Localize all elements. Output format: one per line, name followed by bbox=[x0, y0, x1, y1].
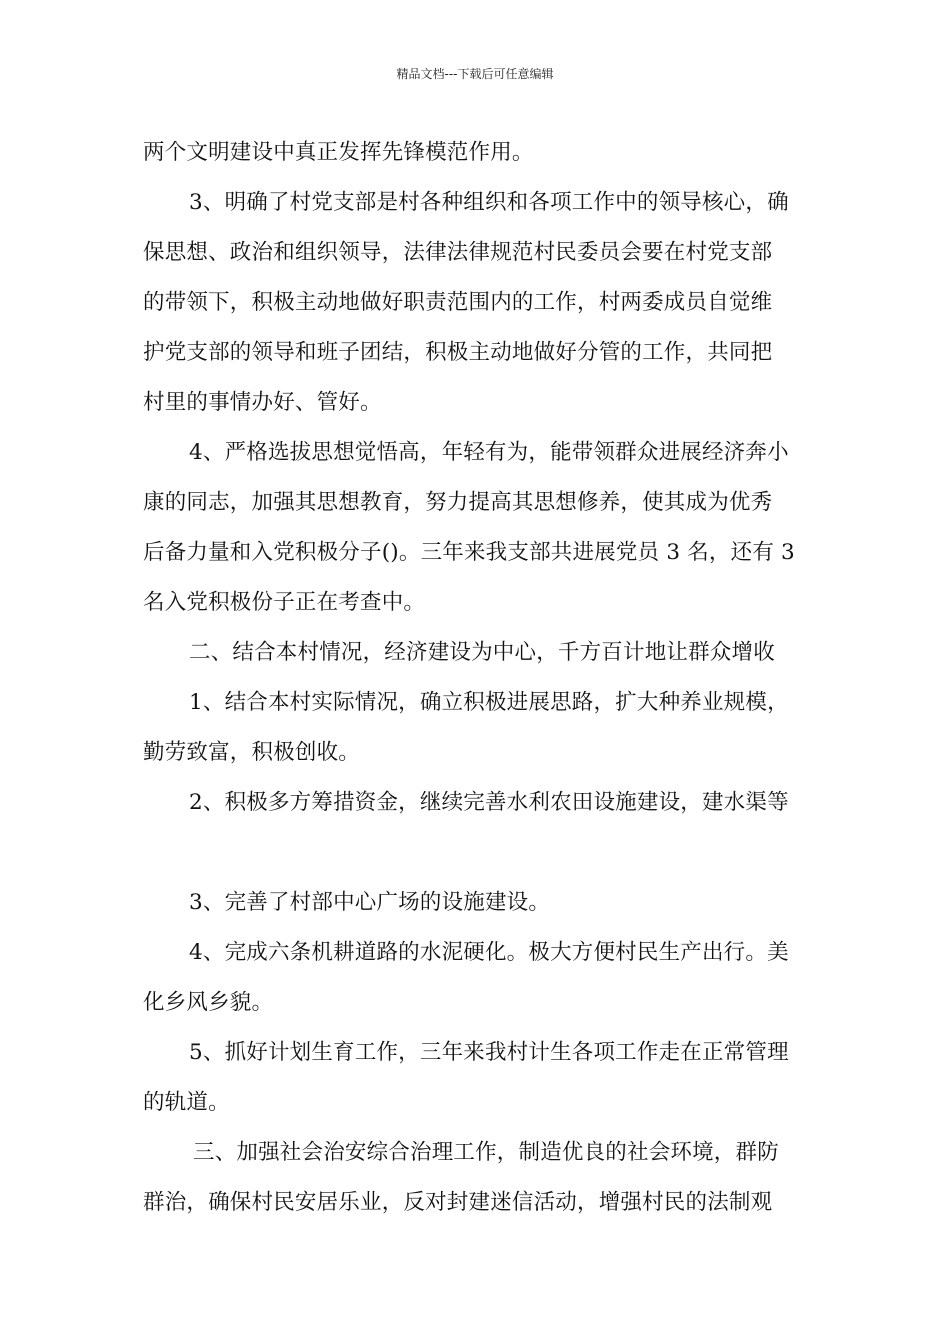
text-line: 康的同志，加强其思想教育，努力提高其思想修养，使其成为优秀 bbox=[143, 490, 773, 515]
text-line: 化乡风乡貌。 bbox=[143, 990, 274, 1015]
text-line: 4、严格选拔思想觉悟高，年轻有为，能带领群众进展经济奔小 bbox=[189, 440, 789, 465]
text-line: 名入党积极份子正在考查中。 bbox=[143, 590, 426, 615]
paragraph-1 bbox=[143, 128, 810, 178]
text-line: 4、完成六条机耕道路的水泥硬化。极大方便村民生产出行。美 bbox=[189, 940, 789, 965]
paragraph-6 bbox=[143, 878, 810, 928]
section-heading-3 bbox=[143, 1128, 810, 1228]
page-header: 精品文档---下载后可任意编辑 bbox=[396, 67, 554, 81]
text-line: 群治，确保村民安居乐业，反对封建迷信活动，增强村民的法制观 bbox=[143, 1190, 773, 1215]
paragraph-3 bbox=[143, 428, 810, 628]
text-line: 勤劳致富，积极创收。 bbox=[143, 740, 361, 765]
text-line: 两个文明建设中真正发挥先锋模范作用。 bbox=[143, 140, 534, 165]
text-line: 5、抓好计划生育工作，三年来我村计生各项工作走在正常管理 bbox=[189, 1040, 789, 1065]
section-heading-line: 三、加强社会治安综合治理工作，制造优良的社会环境，群防 bbox=[193, 1140, 779, 1165]
paragraph-7 bbox=[143, 928, 810, 1028]
text-line: 2、积极多方筹措资金，继续完善水利农田设施建设，建水渠等 bbox=[189, 790, 789, 815]
text-line: 护党支部的领导和班子团结，积极主动地做好分管的工作，共同把 bbox=[143, 340, 773, 365]
text-line: 后备力量和入党积极分子()。三年来我支部共进展党员 3 名，还有 3 bbox=[143, 540, 795, 565]
blank-gap bbox=[143, 828, 810, 878]
document-body bbox=[143, 128, 810, 1228]
paragraph-4 bbox=[143, 678, 810, 778]
paragraph-2 bbox=[143, 178, 810, 428]
text-line: 的带领下，积极主动地做好职责范围内的工作，村两委成员自觉维 bbox=[143, 290, 773, 315]
text-line: 保思想、政治和组织领导，法律法律规范村民委员会要在村党支部 bbox=[143, 240, 773, 265]
text-line: 3、明确了村党支部是村各种组织和各项工作中的领导核心，确 bbox=[189, 190, 789, 215]
paragraph-8 bbox=[143, 1028, 810, 1128]
text-line: 3、完善了村部中心广场的设施建设。 bbox=[189, 890, 551, 915]
section-heading-line: 二、结合本村情况，经济建设为中心，千方百计地让群众增收 bbox=[189, 640, 775, 665]
text-line: 1、结合本村实际情况，确立积极进展思路，扩大种养业规模， bbox=[189, 690, 789, 715]
text-line: 的轨道。 bbox=[143, 1090, 230, 1115]
text-line: 村里的事情办好、管好。 bbox=[143, 390, 382, 415]
section-heading-2 bbox=[143, 628, 810, 678]
paragraph-5 bbox=[143, 778, 810, 828]
